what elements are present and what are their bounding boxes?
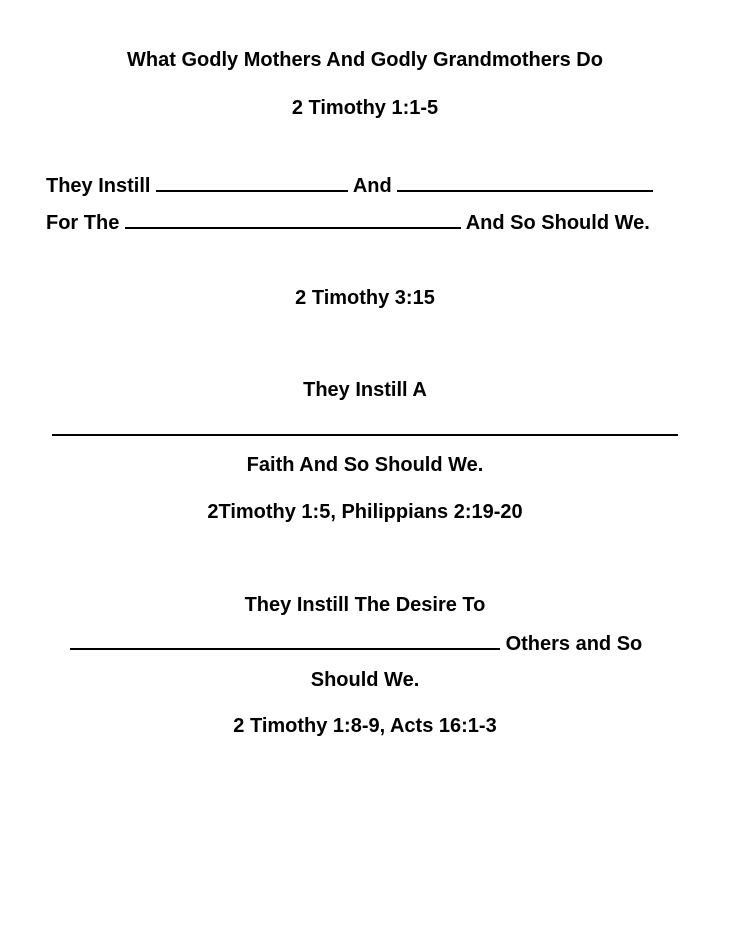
fill-in-blank[interactable]: [52, 416, 678, 436]
statement-text: For The: [46, 212, 120, 234]
statement-line: Faith And So Should We.: [246, 454, 484, 476]
statement-line: [70, 630, 670, 656]
statement-text: And: [352, 175, 392, 197]
scripture-reference: 2 Timothy 3:15: [295, 287, 435, 309]
statement-line: They Instill A: [303, 379, 427, 401]
fill-in-blank[interactable]: [125, 209, 461, 229]
scripture-reference: 2 Timothy 1:1-5: [291, 97, 439, 119]
statement-text: Others and So: [505, 633, 643, 655]
statement-text: And So Should We.: [465, 212, 650, 234]
fill-in-blank[interactable]: [70, 630, 500, 650]
statement-line: [46, 209, 696, 235]
statement-line: [52, 416, 678, 442]
fill-in-blank[interactable]: [397, 172, 653, 192]
statement-line: Should We.: [310, 669, 420, 691]
statement-line: They Instill The Desire To: [244, 594, 486, 616]
page-title: What Godly Mothers And Godly Grandmothers Do: [127, 49, 603, 71]
scripture-reference: 2Timothy 1:5, Philippians 2:19-20: [207, 501, 523, 523]
statement-text: They Instill: [46, 175, 151, 197]
scripture-reference: 2 Timothy 1:8-9, Acts 16:1-3: [233, 715, 497, 737]
fill-in-blank[interactable]: [156, 172, 348, 192]
statement-line: [46, 172, 696, 198]
